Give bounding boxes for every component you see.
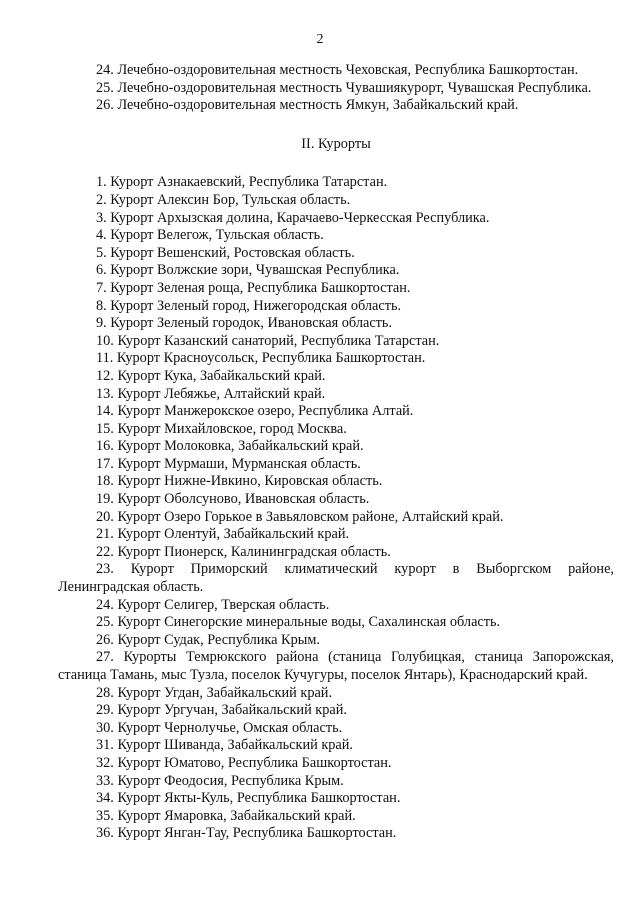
list-item: 5. Курорт Вешенский, Ростовская область. <box>96 244 355 261</box>
list-item: 12. Курорт Кука, Забайкальский край. <box>96 367 326 384</box>
list-item: 4. Курорт Велегож, Тульская область. <box>96 227 324 244</box>
list-item: 25. Лечебно-оздоровительная местность Чувашиякурорт, Чувашская Республика. <box>96 79 592 96</box>
list-item: 11. Курорт Красноусольск, Республика Башкортостан. <box>96 350 426 367</box>
list-item: 20. Курорт Озеро Горькое в Завьяловском районе, Алтайский край. <box>96 508 504 525</box>
list-item: 2. Курорт Алексин Бор, Тульская область. <box>96 191 351 208</box>
list-item: 17. Курорт Мурмаши, Мурманская область. <box>96 455 361 472</box>
list-item: 16. Курорт Молоковка, Забайкальский край. <box>96 438 364 455</box>
list-item: 34. Курорт Якты-Куль, Республика Башкортостан. <box>96 790 401 807</box>
list-item: 30. Курорт Чернолучье, Омская область. <box>96 719 343 736</box>
list-item: 14. Курорт Манжерокское озеро, Республика Алтай. <box>96 403 414 420</box>
resort-list <box>58 174 614 843</box>
list-item: 7. Курорт Зеленая роща, Республика Башкортостан. <box>96 279 411 296</box>
list-item: 13. Курорт Лебяжье, Алтайский край. <box>96 385 326 402</box>
list-item: 8. Курорт Зеленый город, Нижегородская область. <box>96 297 402 314</box>
document-body <box>58 62 614 843</box>
list-item: 32. Курорт Юматово, Республика Башкортостан. <box>96 754 392 771</box>
list-item: 24. Курорт Селигер, Тверская область. <box>96 596 330 613</box>
list-item: 25. Курорт Синегорские минеральные воды, Сахалинская область. <box>96 614 501 631</box>
list-item: 26. Курорт Судак, Республика Крым. <box>96 631 320 648</box>
section-heading: II. Курорты <box>301 135 371 152</box>
list-item: 9. Курорт Зеленый городок, Ивановская область. <box>96 315 393 332</box>
list-item: 29. Курорт Ургучан, Забайкальский край. <box>96 702 347 719</box>
list-item: 33. Курорт Феодосия, Республика Крым. <box>96 772 344 789</box>
list-item: 28. Курорт Угдан, Забайкальский край. <box>96 684 333 701</box>
list-item: 10. Курорт Казанский санаторий, Республика Татарстан. <box>96 332 440 349</box>
list-item: 21. Курорт Олентуй, Забайкальский край. <box>96 526 350 543</box>
list-item: 15. Курорт Михайловское, город Москва. <box>96 420 347 437</box>
list-item: 31. Курорт Шиванда, Забайкальский край. <box>96 737 354 754</box>
list-item: 24. Лечебно-оздоровительная местность Чеховская, Республика Башкортостан. <box>96 62 579 78</box>
list-item: 1. Курорт Азнакаевский, Республика Татарстан. <box>96 174 388 191</box>
list-item: 35. Курорт Ямаровка, Забайкальский край. <box>96 807 356 824</box>
list-item: 27. Курорты Темрюкского района (станица Голубицкая, станица Запорожская, станица Тамань, мыс Тузла, поселок Кучугуры, поселок Янтарь), Краснодарский край. <box>58 649 614 683</box>
list-item: 19. Курорт Оболсуново, Ивановская область. <box>96 491 370 508</box>
list-item: 18. Курорт Нижне-Ивкино, Кировская область. <box>96 473 383 490</box>
page-number: 2 <box>316 32 324 47</box>
list-item: 36. Курорт Янган-Тау, Республика Башкортостан. <box>96 825 397 842</box>
list-item: 6. Курорт Волжские зори, Чувашская Республика. <box>96 262 400 279</box>
list-item: 23. Курорт Приморский климатический курорт в Выборгском районе, Ленинградская область. <box>58 561 614 596</box>
list-item: 22. Курорт Пионерск, Калининградская область. <box>96 543 391 560</box>
list-item: 26. Лечебно-оздоровительная местность Ямкун, Забайкальский край. <box>96 97 519 114</box>
list-item: 3. Курорт Архызская долина, Карачаево-Черкесская Республика. <box>96 209 490 226</box>
